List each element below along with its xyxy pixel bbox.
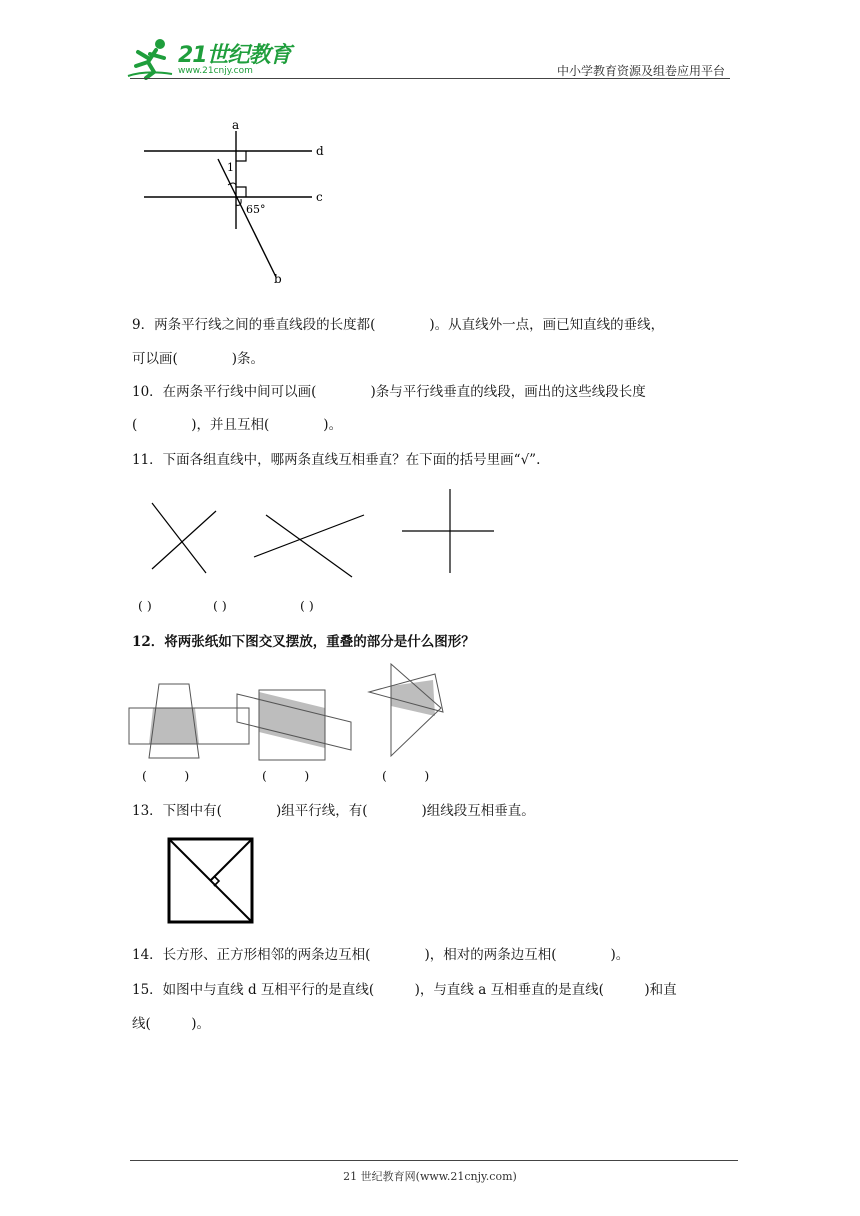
logo-url: www.21cnjy.com	[178, 66, 253, 76]
question-9-line-1: 9．两条平行线之间的垂直线段的长度都( )。从直线外一点，画已知直线的垂线，	[132, 317, 665, 333]
question-11: 11．下面各组直线中，哪两条直线互相垂直？在下面的括号里画“√”.	[132, 452, 541, 468]
site-logo	[126, 36, 296, 80]
runner-logo-icon	[126, 36, 176, 80]
q11-answer-2[interactable]: ( )	[213, 598, 227, 613]
q11-pair-2	[254, 515, 364, 577]
logo-text: 21世纪教育	[178, 43, 291, 68]
footer-divider	[130, 1160, 738, 1161]
question-12: 12．将两张纸如下图交叉摆放，重叠的部分是什么图形？	[132, 634, 475, 650]
q11-pair-1	[152, 503, 216, 573]
q12-figure-3-triangle-overlap	[369, 664, 443, 756]
question-10-line-1: 10．在两条平行线中间可以画( )条与平行线垂直的线段，画出的这些线段长度	[132, 384, 646, 400]
label-b: b	[274, 272, 282, 286]
q12-answer-3[interactable]: ( )	[382, 768, 430, 783]
question-15-line-2: 线( )。	[132, 1016, 211, 1032]
label-angle-65: 65°	[246, 203, 266, 216]
header-divider	[130, 78, 730, 79]
label-c: c	[316, 190, 323, 204]
q11-answer-3[interactable]: ( )	[300, 598, 314, 613]
footer-text: 21 世纪教育网(www.21cnjy.com)	[343, 1170, 517, 1183]
q12-figure-2-parallelogram-overlap	[237, 690, 351, 760]
q11-answer-1[interactable]: ( )	[138, 598, 152, 613]
q12-answer-1[interactable]: ( )	[142, 768, 190, 783]
label-angle-1: 1	[227, 161, 234, 174]
header-platform-title: 中小学教育资源及组卷应用平台	[556, 64, 725, 78]
parallel-lines-figure	[130, 115, 340, 290]
q11-pair-3-perpendicular	[402, 489, 494, 573]
label-d: d	[316, 144, 324, 158]
line-b	[218, 159, 276, 277]
q12-answer-2[interactable]: ( )	[262, 768, 310, 783]
q12-figure-1-trapezoid-overlap	[129, 684, 249, 758]
question-9-line-2: 可以画( )条。	[132, 351, 265, 367]
q13-square-figure	[166, 836, 256, 926]
q12-overlap-figure	[125, 660, 455, 765]
question-15-line-1: 15．如图中与直线 d 互相平行的是直线( )，与直线 a 互相垂直的是直线( )和直	[132, 982, 677, 998]
question-14: 14．长方形、正方形相邻的两条边互相( )，相对的两条边互相( )。	[132, 947, 630, 963]
question-13: 13．下图中有( )组平行线，有( )组线段互相垂直。	[132, 803, 535, 819]
question-10-line-2: ( )，并且互相( )。	[132, 417, 343, 433]
q11-line-pairs-figure	[140, 485, 510, 580]
right-angle-mark-c	[236, 187, 246, 197]
label-a: a	[232, 118, 240, 132]
right-angle-mark-d	[236, 151, 246, 161]
